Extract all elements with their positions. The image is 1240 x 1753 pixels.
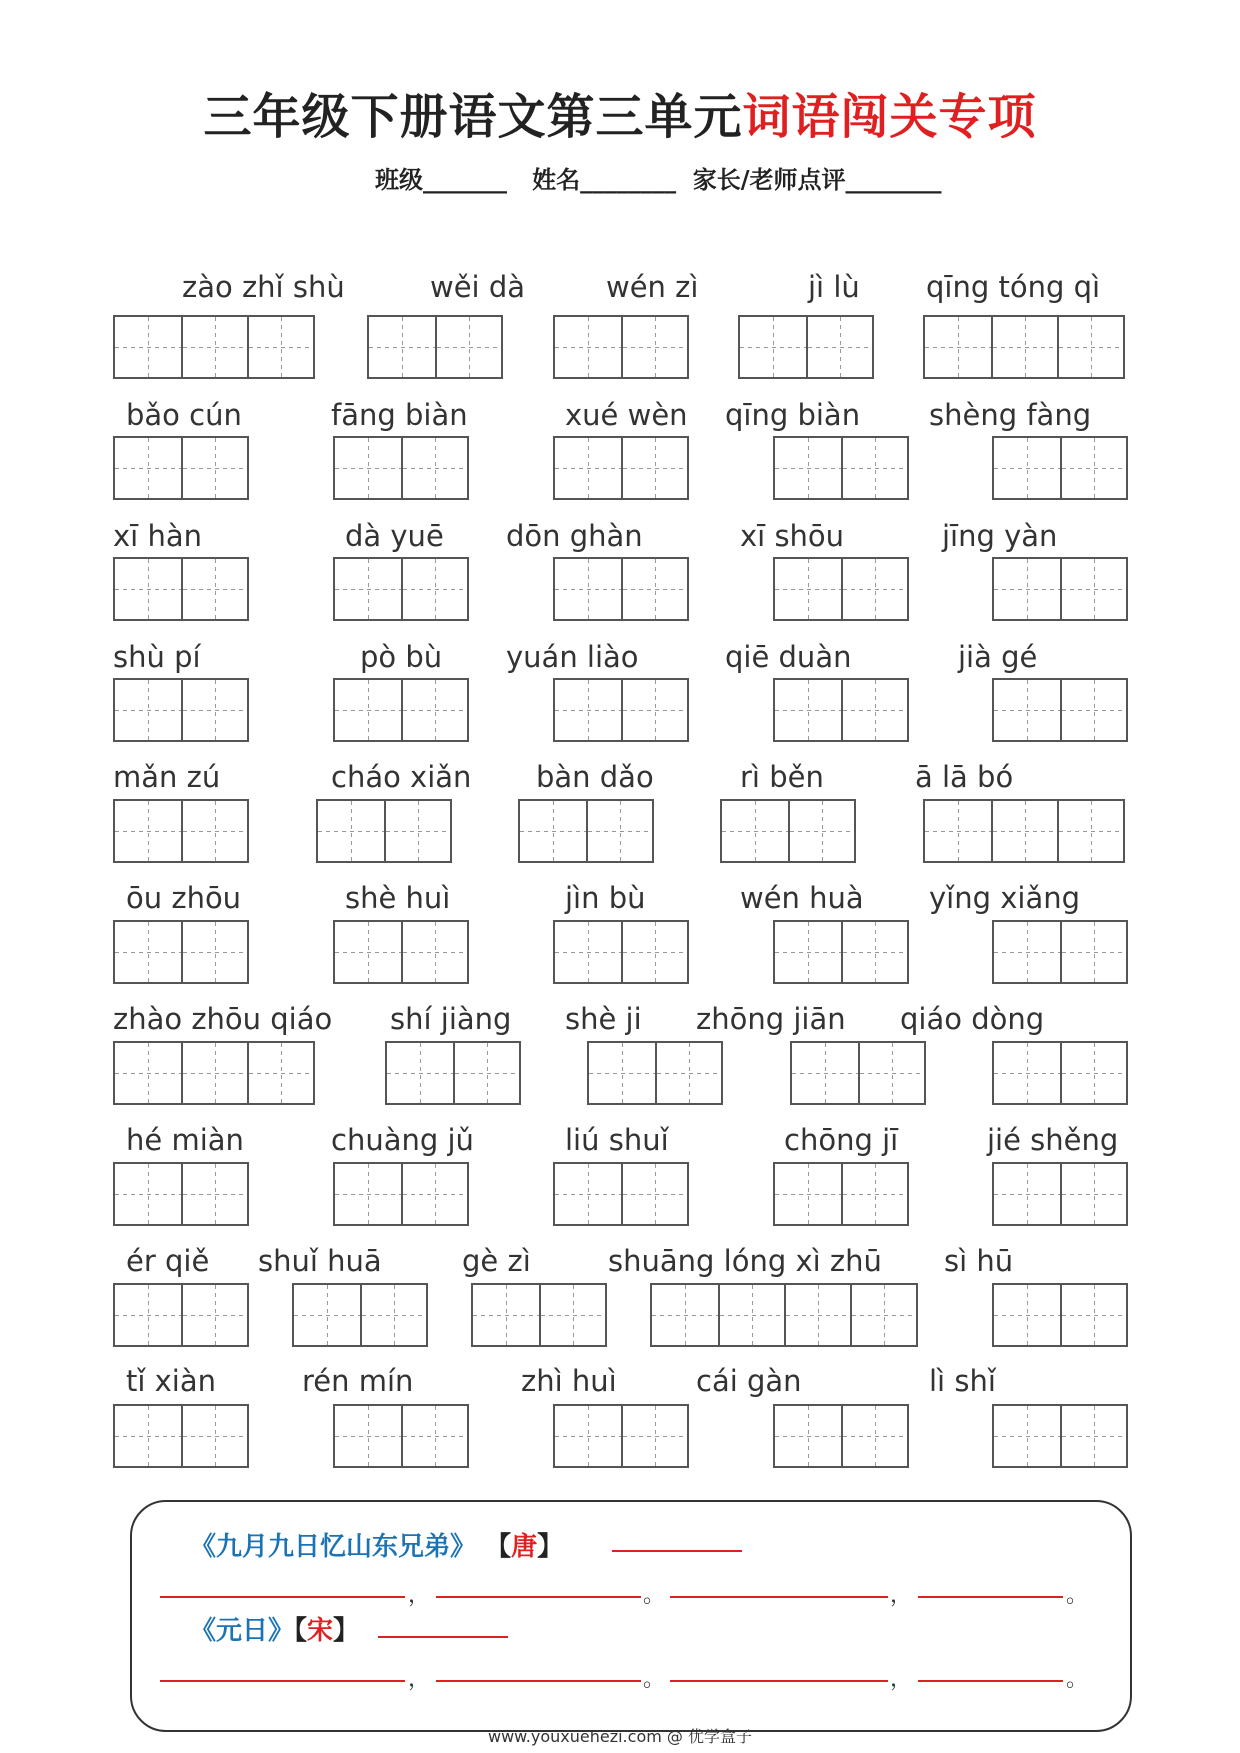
- tianzige-cell[interactable]: [181, 438, 247, 498]
- poem-title-2: 《元日》【宋】: [190, 1616, 360, 1646]
- period: 。: [1066, 1667, 1089, 1692]
- writing-grid[interactable]: [553, 920, 689, 984]
- tianzige-cell[interactable]: [841, 1164, 907, 1224]
- tianzige-cell[interactable]: [722, 801, 788, 861]
- pinyin-label: cái gàn: [696, 1364, 802, 1398]
- tianzige-cell[interactable]: [850, 1285, 916, 1345]
- tianzige-cell[interactable]: [539, 1285, 605, 1345]
- writing-grid[interactable]: [992, 1041, 1128, 1105]
- tianzige-cell[interactable]: [586, 801, 652, 861]
- writing-grid[interactable]: [773, 920, 909, 984]
- poem-dynasty-2: 宋: [307, 1616, 334, 1646]
- tianzige-cell[interactable]: [994, 680, 1060, 740]
- tianzige-cell[interactable]: [387, 1043, 453, 1103]
- tianzige-cell[interactable]: [401, 438, 467, 498]
- writing-grid[interactable]: [292, 1283, 428, 1347]
- tianzige-cell[interactable]: [841, 680, 907, 740]
- tianzige-cell[interactable]: [994, 1164, 1060, 1224]
- pinyin-label: jià gé: [958, 640, 1038, 674]
- tianzige-cell[interactable]: [181, 1406, 247, 1466]
- writing-grid[interactable]: [367, 315, 503, 379]
- pinyin-label: rì běn: [740, 760, 824, 794]
- tianzige-cell[interactable]: [401, 559, 467, 619]
- writing-grid[interactable]: [790, 1041, 926, 1105]
- pinyin-label: hé miàn: [126, 1123, 244, 1157]
- tianzige-cell[interactable]: [335, 1406, 401, 1466]
- writing-grid[interactable]: [992, 557, 1128, 621]
- pinyin-label: dà yuē: [345, 519, 444, 553]
- writing-grid[interactable]: [113, 315, 315, 379]
- pinyin-label: jìn bù: [565, 881, 646, 915]
- pinyin-label: zào zhǐ shù: [182, 270, 345, 304]
- tianzige-cell[interactable]: [453, 1043, 519, 1103]
- tianzige-cell[interactable]: [555, 922, 621, 982]
- pinyin-label: xī hàn: [113, 519, 202, 553]
- pinyin-label: qiáo dòng: [900, 1002, 1045, 1036]
- tianzige-cell[interactable]: [115, 1285, 181, 1345]
- tianzige-cell[interactable]: [994, 1043, 1060, 1103]
- tianzige-cell[interactable]: [115, 680, 181, 740]
- tianzige-cell[interactable]: [555, 317, 621, 377]
- writing-grid[interactable]: [113, 1162, 249, 1226]
- tianzige-cell[interactable]: [841, 559, 907, 619]
- tianzige-cell[interactable]: [555, 559, 621, 619]
- comma: ，: [890, 1667, 913, 1692]
- tianzige-cell[interactable]: [621, 317, 687, 377]
- pinyin-label: xī shōu: [740, 519, 845, 553]
- pinyin-label: mǎn zú: [113, 760, 221, 794]
- writing-grid[interactable]: [587, 1041, 723, 1105]
- writing-grid[interactable]: [720, 799, 856, 863]
- tianzige-cell[interactable]: [520, 801, 586, 861]
- period: 。: [1066, 1583, 1089, 1608]
- tianzige-cell[interactable]: [841, 438, 907, 498]
- tianzige-cell[interactable]: [589, 1043, 655, 1103]
- poem-line-blank[interactable]: [436, 1680, 641, 1682]
- writing-grid[interactable]: [113, 1404, 249, 1468]
- writing-grid[interactable]: [385, 1041, 521, 1105]
- writing-grid[interactable]: [471, 1283, 607, 1347]
- comma: ，: [408, 1583, 431, 1608]
- tianzige-cell[interactable]: [115, 801, 181, 861]
- pinyin-label: qīng biàn: [725, 398, 861, 432]
- poem-line-blank[interactable]: [670, 1680, 888, 1682]
- tianzige-cell[interactable]: [655, 1043, 721, 1103]
- tianzige-cell[interactable]: [335, 680, 401, 740]
- poem-title-1: 《九月九日忆山东兄弟》 【唐】: [190, 1532, 564, 1562]
- tianzige-cell[interactable]: [1057, 801, 1123, 861]
- writing-grid[interactable]: [316, 799, 452, 863]
- writing-grid[interactable]: [773, 436, 909, 500]
- tianzige-cell[interactable]: [247, 317, 313, 377]
- pinyin-label: shèng fàng: [929, 398, 1092, 432]
- writing-grid[interactable]: [553, 1404, 689, 1468]
- writing-grid[interactable]: [992, 436, 1128, 500]
- period: 。: [643, 1583, 666, 1608]
- writing-grid[interactable]: [553, 315, 689, 379]
- tianzige-cell[interactable]: [740, 317, 806, 377]
- tianzige-cell[interactable]: [994, 1406, 1060, 1466]
- writing-grid[interactable]: [113, 557, 249, 621]
- poem-dynasty-1: 唐: [511, 1532, 538, 1562]
- pinyin-label: gè zì: [462, 1244, 531, 1278]
- tianzige-cell[interactable]: [775, 680, 841, 740]
- tianzige-cell[interactable]: [401, 1164, 467, 1224]
- writing-grid[interactable]: [553, 678, 689, 742]
- tianzige-cell[interactable]: [991, 317, 1057, 377]
- tianzige-cell[interactable]: [360, 1285, 426, 1345]
- tianzige-cell[interactable]: [621, 1164, 687, 1224]
- tianzige-cell[interactable]: [401, 922, 467, 982]
- tianzige-cell[interactable]: [181, 317, 247, 377]
- tianzige-cell[interactable]: [784, 1285, 850, 1345]
- writing-grid[interactable]: [553, 557, 689, 621]
- tianzige-cell[interactable]: [1060, 438, 1126, 498]
- page-title: [0, 78, 1240, 147]
- poem-line-blank[interactable]: [160, 1596, 405, 1598]
- tianzige-cell[interactable]: [555, 1406, 621, 1466]
- pinyin-label: xué wèn: [565, 398, 688, 432]
- pinyin-label: shè ji: [565, 1002, 642, 1036]
- tianzige-cell[interactable]: [994, 438, 1060, 498]
- tianzige-cell[interactable]: [335, 438, 401, 498]
- comma: ，: [890, 1583, 913, 1608]
- pinyin-label: shuāng lóng xì zhū: [608, 1244, 882, 1278]
- pinyin-label: pò bù: [360, 640, 443, 674]
- tianzige-cell[interactable]: [181, 1285, 247, 1345]
- writing-grid[interactable]: [333, 678, 469, 742]
- tianzige-cell[interactable]: [115, 559, 181, 619]
- poem-line-blank[interactable]: [160, 1680, 405, 1682]
- pinyin-label: rén mín: [302, 1364, 414, 1398]
- pinyin-label: chōng jī: [784, 1123, 899, 1157]
- writing-grid[interactable]: [333, 436, 469, 500]
- pinyin-label: lì shǐ: [929, 1364, 996, 1398]
- tianzige-cell[interactable]: [994, 559, 1060, 619]
- writing-grid[interactable]: [738, 315, 874, 379]
- writing-grid[interactable]: [113, 799, 249, 863]
- tianzige-cell[interactable]: [384, 801, 450, 861]
- pinyin-label: liú shuǐ: [565, 1123, 669, 1157]
- title-black: 三年级下册语文第三单元: [203, 89, 743, 145]
- tianzige-cell[interactable]: [181, 801, 247, 861]
- tianzige-cell[interactable]: [181, 559, 247, 619]
- tianzige-cell[interactable]: [247, 1043, 313, 1103]
- tianzige-cell[interactable]: [555, 438, 621, 498]
- pinyin-label: shuǐ huā: [258, 1244, 382, 1278]
- tianzige-cell[interactable]: [435, 317, 501, 377]
- pinyin-label: dōn ghàn: [506, 519, 643, 553]
- writing-grid[interactable]: [113, 678, 249, 742]
- writing-grid[interactable]: [113, 436, 249, 500]
- pinyin-label: shè huì: [345, 881, 451, 915]
- tianzige-cell[interactable]: [841, 922, 907, 982]
- tianzige-cell[interactable]: [369, 317, 435, 377]
- pinyin-label: qīng tóng qì: [926, 270, 1101, 304]
- poem-line-blank[interactable]: [918, 1596, 1063, 1598]
- tianzige-cell[interactable]: [1060, 1285, 1126, 1345]
- pinyin-label: bǎo cún: [126, 398, 242, 432]
- writing-grid[interactable]: [113, 920, 249, 984]
- poem-line-blank[interactable]: [918, 1680, 1063, 1682]
- writing-grid[interactable]: [113, 1041, 315, 1105]
- pinyin-label: cháo xiǎn: [331, 760, 472, 794]
- tianzige-cell[interactable]: [473, 1285, 539, 1345]
- tianzige-cell[interactable]: [115, 1164, 181, 1224]
- tianzige-cell[interactable]: [775, 922, 841, 982]
- writing-grid[interactable]: [113, 1283, 249, 1347]
- writing-grid[interactable]: [992, 1283, 1128, 1347]
- comma: ，: [408, 1667, 431, 1692]
- pinyin-label: ā lā bó: [915, 760, 1014, 794]
- tianzige-cell[interactable]: [994, 922, 1060, 982]
- writing-grid[interactable]: [333, 1162, 469, 1226]
- footer-watermark: www.youxuehezi.com @ 优学盒子: [488, 1727, 752, 1746]
- tianzige-cell[interactable]: [1060, 1164, 1126, 1224]
- writing-grid[interactable]: [773, 1404, 909, 1468]
- poem-line-blank[interactable]: [670, 1596, 888, 1598]
- pinyin-label: yǐng xiǎng: [929, 881, 1081, 915]
- tianzige-cell[interactable]: [991, 801, 1057, 861]
- writing-grid[interactable]: [650, 1283, 918, 1347]
- tianzige-cell[interactable]: [115, 922, 181, 982]
- writing-grid[interactable]: [553, 1162, 689, 1226]
- poem-line-blank[interactable]: [436, 1596, 641, 1598]
- pinyin-label: jīng yàn: [942, 519, 1058, 553]
- pinyin-label: yuán liào: [506, 640, 639, 674]
- tianzige-cell[interactable]: [335, 922, 401, 982]
- student-info-line: 班级_______ 姓名________ 家长/老师点评________: [375, 165, 942, 194]
- pinyin-label: wén huà: [740, 881, 864, 915]
- tianzige-cell[interactable]: [181, 922, 247, 982]
- pinyin-label: wén zì: [606, 270, 699, 304]
- tianzige-cell[interactable]: [115, 1043, 181, 1103]
- tianzige-cell[interactable]: [1060, 1043, 1126, 1103]
- title-red: 词语闯关专项: [742, 89, 1037, 145]
- tianzige-cell[interactable]: [181, 680, 247, 740]
- pinyin-label: zhào zhōu qiáo: [113, 1002, 333, 1036]
- tianzige-cell[interactable]: [1060, 1406, 1126, 1466]
- tianzige-cell[interactable]: [621, 438, 687, 498]
- tianzige-cell[interactable]: [1060, 559, 1126, 619]
- writing-grid[interactable]: [773, 557, 909, 621]
- pinyin-label: fāng biàn: [331, 398, 468, 432]
- tianzige-cell[interactable]: [925, 801, 991, 861]
- tianzige-cell[interactable]: [318, 801, 384, 861]
- tianzige-cell[interactable]: [621, 559, 687, 619]
- writing-grid[interactable]: [773, 1162, 909, 1226]
- tianzige-cell[interactable]: [555, 680, 621, 740]
- pinyin-label: zhōng jiān: [696, 1002, 846, 1036]
- pinyin-label: wěi dà: [430, 270, 526, 304]
- pinyin-label: qiē duàn: [725, 640, 852, 674]
- tianzige-cell[interactable]: [925, 317, 991, 377]
- tianzige-cell[interactable]: [335, 559, 401, 619]
- writing-grid[interactable]: [923, 315, 1125, 379]
- tianzige-cell[interactable]: [115, 438, 181, 498]
- tianzige-cell[interactable]: [806, 317, 872, 377]
- tianzige-cell[interactable]: [621, 922, 687, 982]
- tianzige-cell[interactable]: [181, 1164, 247, 1224]
- period: 。: [643, 1667, 666, 1692]
- tianzige-cell[interactable]: [181, 1043, 247, 1103]
- tianzige-cell[interactable]: [841, 1406, 907, 1466]
- pinyin-label: tǐ xiàn: [126, 1364, 217, 1398]
- poem-author-blank-2[interactable]: [378, 1636, 508, 1638]
- poem-author-blank-1[interactable]: [612, 1550, 742, 1552]
- tianzige-cell[interactable]: [621, 680, 687, 740]
- pinyin-label: shí jiàng: [390, 1002, 512, 1036]
- tianzige-cell[interactable]: [775, 1164, 841, 1224]
- writing-grid[interactable]: [992, 1162, 1128, 1226]
- pinyin-label: bàn dǎo: [536, 760, 654, 794]
- pinyin-label: jì lù: [808, 270, 860, 304]
- tianzige-cell[interactable]: [1060, 680, 1126, 740]
- writing-grid[interactable]: [333, 557, 469, 621]
- tianzige-cell[interactable]: [621, 1406, 687, 1466]
- writing-grid[interactable]: [518, 799, 654, 863]
- tianzige-cell[interactable]: [401, 1406, 467, 1466]
- writing-grid[interactable]: [992, 920, 1128, 984]
- pinyin-label: ér qiě: [126, 1244, 210, 1278]
- tianzige-cell[interactable]: [115, 1406, 181, 1466]
- tianzige-cell[interactable]: [294, 1285, 360, 1345]
- writing-grid[interactable]: [773, 678, 909, 742]
- writing-grid[interactable]: [923, 799, 1125, 863]
- pinyin-label: shù pí: [113, 640, 201, 674]
- tianzige-cell[interactable]: [775, 438, 841, 498]
- tianzige-cell[interactable]: [858, 1043, 924, 1103]
- pinyin-label: chuàng jǔ: [331, 1123, 474, 1157]
- tianzige-cell[interactable]: [775, 1406, 841, 1466]
- writing-grid[interactable]: [992, 1404, 1128, 1468]
- tianzige-cell[interactable]: [1057, 317, 1123, 377]
- tianzige-cell[interactable]: [335, 1164, 401, 1224]
- tianzige-cell[interactable]: [115, 317, 181, 377]
- tianzige-cell[interactable]: [1060, 922, 1126, 982]
- writing-grid[interactable]: [553, 436, 689, 500]
- pinyin-label: zhì huì: [521, 1364, 617, 1398]
- pinyin-label: jié shěng: [987, 1123, 1119, 1157]
- pinyin-label: ōu zhōu: [126, 881, 242, 915]
- tianzige-cell[interactable]: [718, 1285, 784, 1345]
- tianzige-cell[interactable]: [775, 559, 841, 619]
- tianzige-cell[interactable]: [555, 1164, 621, 1224]
- tianzige-cell[interactable]: [788, 801, 854, 861]
- tianzige-cell[interactable]: [401, 680, 467, 740]
- tianzige-cell[interactable]: [652, 1285, 718, 1345]
- writing-grid[interactable]: [333, 920, 469, 984]
- tianzige-cell[interactable]: [792, 1043, 858, 1103]
- writing-grid[interactable]: [992, 678, 1128, 742]
- pinyin-label: sì hū: [944, 1244, 1014, 1278]
- tianzige-cell[interactable]: [994, 1285, 1060, 1345]
- writing-grid[interactable]: [333, 1404, 469, 1468]
